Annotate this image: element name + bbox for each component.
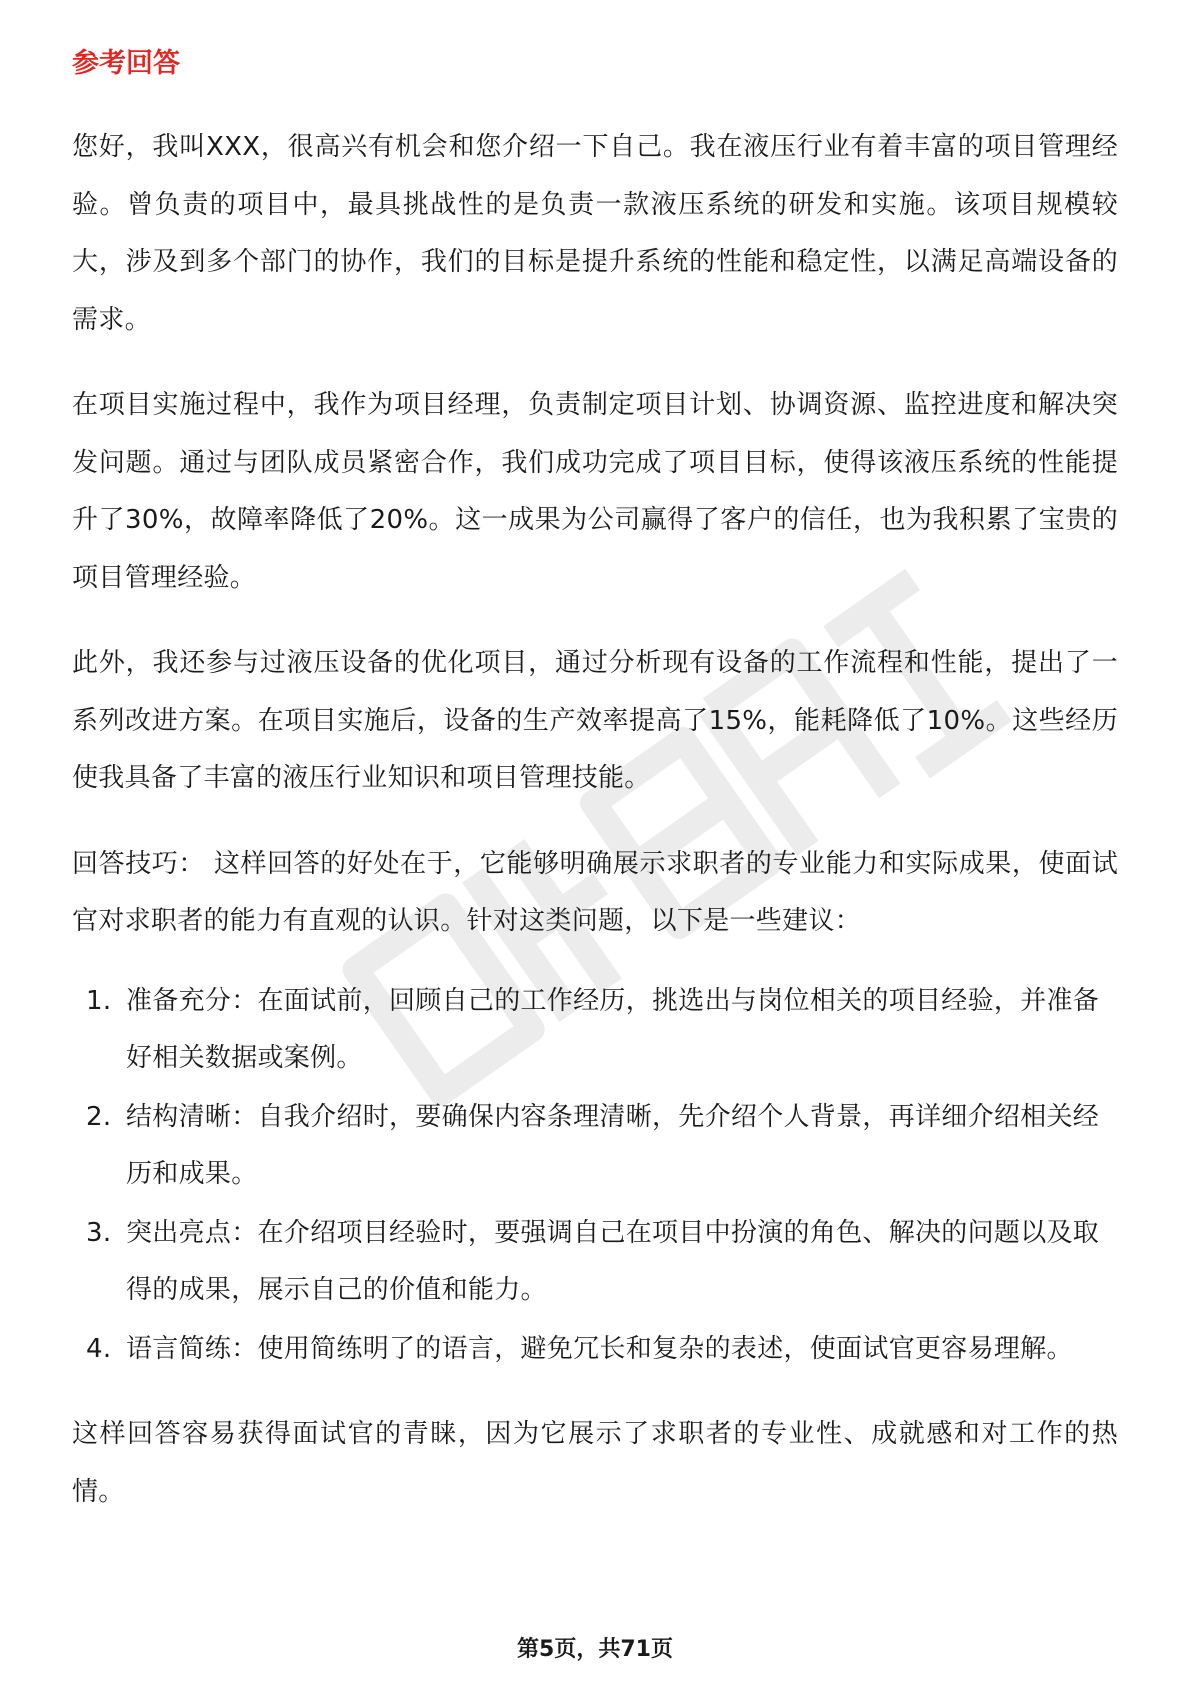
list-item-number: 2. xyxy=(86,1101,112,1132)
list-item-text: 突出亮点：在介绍项目经验时，要强调自己在项目中扮演的角色、解决的问题以及取得的成果，展示自己的价值和能力。 xyxy=(126,1217,1100,1305)
list-item-number: 4. xyxy=(86,1333,112,1364)
section-title: 参考回答 xyxy=(72,48,180,79)
tips-list xyxy=(72,973,1118,1379)
list-item xyxy=(72,973,1118,1088)
answer-paragraph-1: 您好，我叫XXX，很高兴有机会和您介绍一下自己。我在液压行业有着丰富的项目管理经验。曾负责的项目中，最具挑战性的是负责一款液压系统的研发和实施。该项目规模较大，涉及到多个部门的协作，我们的目标是提升系统的性能和稳定性，以满足高端设备的需求。 xyxy=(72,132,1118,335)
list-item-text: 准备充分：在面试前，回顾自己的工作经历，挑选出与岗位相关的项目经验，并准备好相关数据或案例。 xyxy=(126,985,1100,1073)
conclusion-paragraph: 这样回答容易获得面试官的青睐，因为它展示了求职者的专业性、成就感和对工作的热情。 xyxy=(72,1419,1118,1507)
answer-paragraph-2: 在项目实施过程中，我作为项目经理，负责制定项目计划、协调资源、监控进度和解决突发问题。通过与团队成员紧密合作，我们成功完成了项目目标，使得该液压系统的性能提升了30%，故障率降低了20%。这一成果为公司赢得了客户的信任，也为我积累了宝贵的项目管理经验。 xyxy=(72,390,1118,593)
list-item-text: 语言简练：使用简练明了的语言，避免冗长和复杂的表述，使面试官更容易理解。 xyxy=(126,1333,1073,1364)
list-item-text: 结构清晰：自我介绍时，要确保内容条理清晰，先介绍个人背景，再详细介绍相关经历和成果。 xyxy=(126,1101,1100,1189)
tips-intro: 回答技巧： 这样回答的好处在于，它能够明确展示求职者的专业能力和实际成果，使面试官对求职者的能力有直观的认识。针对这类问题，以下是一些建议： xyxy=(72,848,1118,936)
list-item-number: 3. xyxy=(86,1217,112,1248)
list-item-number: 1. xyxy=(86,985,112,1016)
list-item xyxy=(72,1205,1118,1320)
list-item xyxy=(72,1321,1118,1379)
page-footer: 第5页，共71页 xyxy=(517,1637,673,1662)
document-page xyxy=(72,44,1118,1549)
list-item xyxy=(72,1089,1118,1204)
answer-paragraph-3: 此外，我还参与过液压设备的优化项目，通过分析现有设备的工作流程和性能，提出了一系列改进方案。在项目实施后，设备的生产效率提高了15%，能耗降低了10%。这些经历使我具备了丰富的液压行业知识和项目管理技能。 xyxy=(72,648,1118,793)
